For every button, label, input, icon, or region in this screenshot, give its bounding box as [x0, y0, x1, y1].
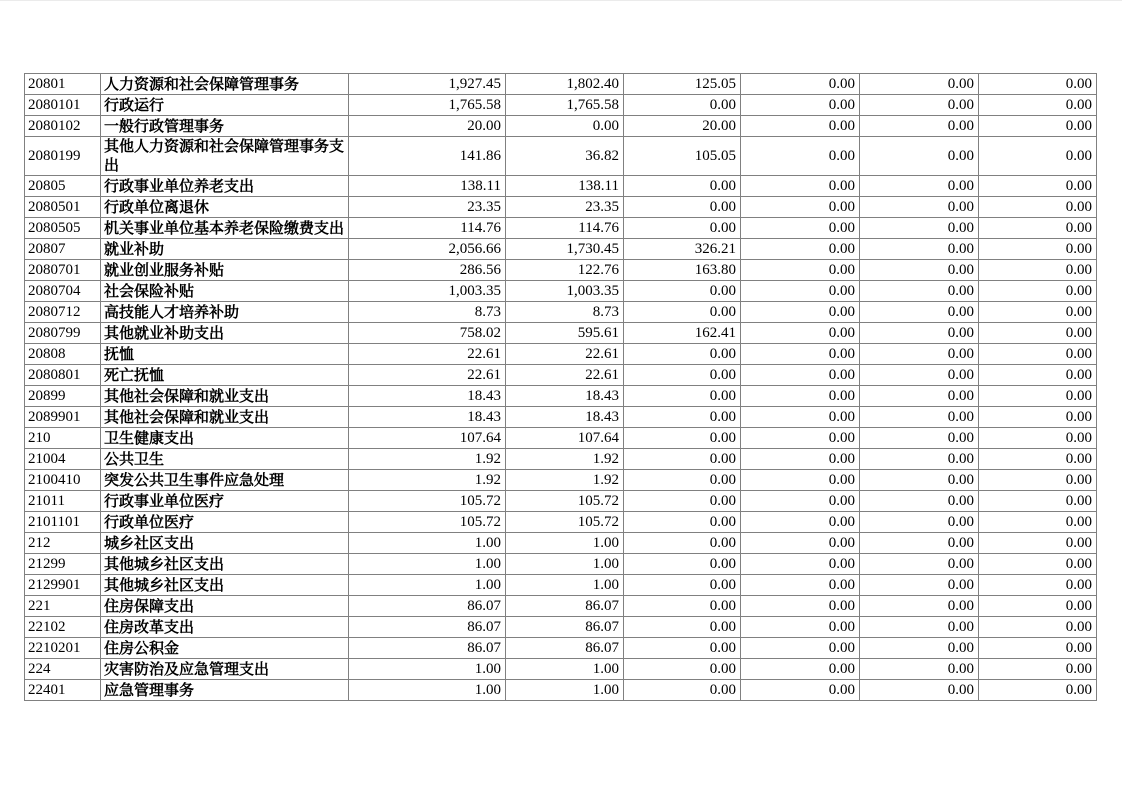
amount-cell: 0.00	[624, 533, 741, 554]
amount-cell: 86.07	[349, 638, 506, 659]
table-row	[25, 617, 1097, 638]
amount-cell: 0.00	[741, 533, 860, 554]
amount-cell: 0.00	[979, 281, 1097, 302]
amount-cell: 0.00	[860, 197, 979, 218]
amount-cell: 758.02	[349, 323, 506, 344]
amount-cell: 1.00	[349, 575, 506, 596]
table-row	[25, 659, 1097, 680]
expenditure-name-cell: 人力资源和社会保障管理事务	[101, 74, 349, 95]
expenditure-code-cell: 21011	[25, 491, 101, 512]
expenditure-code-cell: 2080199	[25, 137, 101, 176]
amount-cell: 1,003.35	[506, 281, 624, 302]
expenditure-code-cell: 20807	[25, 239, 101, 260]
expenditure-code-cell: 2080701	[25, 260, 101, 281]
expenditure-code-cell: 21004	[25, 449, 101, 470]
expenditure-name-cell: 公共卫生	[101, 449, 349, 470]
amount-cell: 0.00	[741, 554, 860, 575]
amount-cell: 86.07	[349, 617, 506, 638]
amount-cell: 0.00	[741, 449, 860, 470]
amount-cell: 0.00	[624, 470, 741, 491]
amount-cell: 0.00	[860, 74, 979, 95]
amount-cell: 18.43	[506, 407, 624, 428]
amount-cell: 86.07	[506, 638, 624, 659]
amount-cell: 0.00	[741, 344, 860, 365]
amount-cell: 1,765.58	[349, 95, 506, 116]
amount-cell: 0.00	[979, 302, 1097, 323]
amount-cell: 0.00	[979, 575, 1097, 596]
amount-cell: 0.00	[860, 470, 979, 491]
amount-cell: 0.00	[979, 533, 1097, 554]
amount-cell: 0.00	[860, 491, 979, 512]
expenditure-name-cell: 住房公积金	[101, 638, 349, 659]
amount-cell: 22.61	[506, 344, 624, 365]
amount-cell: 0.00	[979, 659, 1097, 680]
amount-cell: 0.00	[741, 428, 860, 449]
amount-cell: 0.00	[979, 470, 1097, 491]
amount-cell: 0.00	[979, 197, 1097, 218]
expenditure-name-cell: 行政运行	[101, 95, 349, 116]
expenditure-name-cell: 应急管理事务	[101, 680, 349, 701]
amount-cell: 0.00	[979, 491, 1097, 512]
amount-cell: 0.00	[979, 116, 1097, 137]
amount-cell: 0.00	[860, 323, 979, 344]
amount-cell: 0.00	[624, 491, 741, 512]
table-row	[25, 491, 1097, 512]
expenditure-code-cell: 2080102	[25, 116, 101, 137]
table-row	[25, 137, 1097, 176]
expenditure-code-cell: 2129901	[25, 575, 101, 596]
expenditure-name-cell: 城乡社区支出	[101, 533, 349, 554]
table-row	[25, 176, 1097, 197]
amount-cell: 0.00	[624, 596, 741, 617]
amount-cell: 0.00	[860, 512, 979, 533]
amount-cell: 1.00	[349, 659, 506, 680]
amount-cell: 0.00	[860, 659, 979, 680]
amount-cell: 86.07	[349, 596, 506, 617]
expenditure-code-cell: 2089901	[25, 407, 101, 428]
amount-cell: 0.00	[860, 554, 979, 575]
amount-cell: 0.00	[860, 596, 979, 617]
table-row	[25, 596, 1097, 617]
amount-cell: 0.00	[624, 176, 741, 197]
amount-cell: 105.72	[349, 512, 506, 533]
amount-cell: 0.00	[860, 95, 979, 116]
expenditure-code-cell: 20801	[25, 74, 101, 95]
expenditure-name-cell: 一般行政管理事务	[101, 116, 349, 137]
expenditure-name-cell: 其他人力资源和社会保障管理事务支出	[101, 137, 349, 176]
amount-cell: 0.00	[979, 386, 1097, 407]
expenditure-name-cell: 住房改革支出	[101, 617, 349, 638]
amount-cell: 0.00	[741, 74, 860, 95]
table-row	[25, 512, 1097, 533]
amount-cell: 0.00	[979, 680, 1097, 701]
amount-cell: 0.00	[741, 176, 860, 197]
amount-cell: 125.05	[624, 74, 741, 95]
amount-cell: 107.64	[349, 428, 506, 449]
amount-cell: 107.64	[506, 428, 624, 449]
amount-cell: 0.00	[624, 197, 741, 218]
amount-cell: 0.00	[979, 638, 1097, 659]
amount-cell: 0.00	[979, 449, 1097, 470]
table-row	[25, 239, 1097, 260]
amount-cell: 0.00	[979, 617, 1097, 638]
amount-cell: 0.00	[624, 512, 741, 533]
amount-cell: 0.00	[979, 218, 1097, 239]
amount-cell: 18.43	[506, 386, 624, 407]
expenditure-name-cell: 住房保障支出	[101, 596, 349, 617]
amount-cell: 1.00	[506, 680, 624, 701]
amount-cell: 23.35	[349, 197, 506, 218]
expenditure-code-cell: 212	[25, 533, 101, 554]
amount-cell: 8.73	[349, 302, 506, 323]
amount-cell: 141.86	[349, 137, 506, 176]
amount-cell: 105.72	[506, 491, 624, 512]
amount-cell: 0.00	[741, 659, 860, 680]
expenditure-name-cell: 社会保险补贴	[101, 281, 349, 302]
amount-cell: 326.21	[624, 239, 741, 260]
amount-cell: 0.00	[624, 617, 741, 638]
amount-cell: 0.00	[979, 239, 1097, 260]
expenditure-name-cell: 行政事业单位医疗	[101, 491, 349, 512]
table-row	[25, 365, 1097, 386]
amount-cell: 0.00	[860, 638, 979, 659]
table-row	[25, 428, 1097, 449]
amount-cell: 0.00	[624, 365, 741, 386]
amount-cell: 0.00	[979, 95, 1097, 116]
amount-cell: 0.00	[741, 638, 860, 659]
amount-cell: 0.00	[860, 449, 979, 470]
expenditure-name-cell: 其他社会保障和就业支出	[101, 407, 349, 428]
expenditure-code-cell: 20899	[25, 386, 101, 407]
expenditure-code-cell: 2080799	[25, 323, 101, 344]
amount-cell: 0.00	[860, 533, 979, 554]
amount-cell: 0.00	[624, 638, 741, 659]
amount-cell: 0.00	[741, 260, 860, 281]
expenditure-code-cell: 2100410	[25, 470, 101, 491]
expenditure-name-cell: 行政单位离退休	[101, 197, 349, 218]
amount-cell: 0.00	[624, 218, 741, 239]
amount-cell: 0.00	[979, 137, 1097, 176]
expenditure-name-cell: 其他就业补助支出	[101, 323, 349, 344]
amount-cell: 20.00	[624, 116, 741, 137]
amount-cell: 0.00	[860, 176, 979, 197]
amount-cell: 0.00	[860, 239, 979, 260]
amount-cell: 0.00	[741, 218, 860, 239]
amount-cell: 0.00	[979, 74, 1097, 95]
amount-cell: 138.11	[506, 176, 624, 197]
amount-cell: 0.00	[860, 302, 979, 323]
amount-cell: 0.00	[979, 365, 1097, 386]
expenditure-name-cell: 其他城乡社区支出	[101, 554, 349, 575]
amount-cell: 18.43	[349, 386, 506, 407]
amount-cell: 0.00	[624, 449, 741, 470]
amount-cell: 162.41	[624, 323, 741, 344]
amount-cell: 1,730.45	[506, 239, 624, 260]
amount-cell: 0.00	[741, 302, 860, 323]
amount-cell: 0.00	[624, 386, 741, 407]
amount-cell: 1.00	[506, 659, 624, 680]
amount-cell: 0.00	[979, 344, 1097, 365]
amount-cell: 1,802.40	[506, 74, 624, 95]
amount-cell: 1.00	[506, 575, 624, 596]
expenditure-code-cell: 2080505	[25, 218, 101, 239]
amount-cell: 1.00	[349, 680, 506, 701]
table-row	[25, 116, 1097, 137]
amount-cell: 595.61	[506, 323, 624, 344]
amount-cell: 0.00	[624, 281, 741, 302]
amount-cell: 0.00	[741, 407, 860, 428]
table-row	[25, 197, 1097, 218]
expenditure-name-cell: 机关事业单位基本养老保险缴费支出	[101, 218, 349, 239]
table-row	[25, 386, 1097, 407]
amount-cell: 0.00	[624, 554, 741, 575]
expenditure-name-cell: 高技能人才培养补助	[101, 302, 349, 323]
amount-cell: 0.00	[741, 365, 860, 386]
table-row	[25, 554, 1097, 575]
table-row	[25, 95, 1097, 116]
expenditure-code-cell: 2080801	[25, 365, 101, 386]
amount-cell: 0.00	[741, 323, 860, 344]
expenditure-code-cell: 210	[25, 428, 101, 449]
amount-cell: 0.00	[741, 95, 860, 116]
expenditure-name-cell: 就业补助	[101, 239, 349, 260]
table-row	[25, 218, 1097, 239]
amount-cell: 0.00	[624, 680, 741, 701]
table-row	[25, 533, 1097, 554]
amount-cell: 0.00	[860, 680, 979, 701]
table-row	[25, 575, 1097, 596]
table-row	[25, 344, 1097, 365]
amount-cell: 18.43	[349, 407, 506, 428]
amount-cell: 105.72	[349, 491, 506, 512]
expenditure-code-cell: 221	[25, 596, 101, 617]
amount-cell: 1,765.58	[506, 95, 624, 116]
amount-cell: 0.00	[741, 680, 860, 701]
amount-cell: 1.92	[349, 449, 506, 470]
amount-cell: 0.00	[741, 512, 860, 533]
expenditure-name-cell: 灾害防治及应急管理支出	[101, 659, 349, 680]
table-row	[25, 74, 1097, 95]
amount-cell: 2,056.66	[349, 239, 506, 260]
table-row	[25, 449, 1097, 470]
table-row	[25, 260, 1097, 281]
amount-cell: 1.00	[349, 554, 506, 575]
expenditure-code-cell: 22102	[25, 617, 101, 638]
amount-cell: 0.00	[741, 470, 860, 491]
table-row	[25, 470, 1097, 491]
amount-cell: 114.76	[506, 218, 624, 239]
amount-cell: 1.92	[506, 470, 624, 491]
expenditure-name-cell: 就业创业服务补贴	[101, 260, 349, 281]
expenditure-code-cell: 21299	[25, 554, 101, 575]
amount-cell: 1.00	[349, 533, 506, 554]
amount-cell: 0.00	[860, 137, 979, 176]
table-row	[25, 323, 1097, 344]
expenditure-code-cell: 2080501	[25, 197, 101, 218]
amount-cell: 105.05	[624, 137, 741, 176]
amount-cell: 0.00	[624, 428, 741, 449]
amount-cell: 0.00	[860, 428, 979, 449]
expenditure-name-cell: 抚恤	[101, 344, 349, 365]
expenditure-name-cell: 突发公共卫生事件应急处理	[101, 470, 349, 491]
amount-cell: 0.00	[860, 116, 979, 137]
amount-cell: 0.00	[860, 281, 979, 302]
table-row	[25, 407, 1097, 428]
amount-cell: 86.07	[506, 596, 624, 617]
amount-cell: 0.00	[624, 302, 741, 323]
table-row	[25, 680, 1097, 701]
expenditure-code-cell: 20808	[25, 344, 101, 365]
table-body	[25, 74, 1097, 701]
amount-cell: 0.00	[741, 197, 860, 218]
expenditure-name-cell: 其他社会保障和就业支出	[101, 386, 349, 407]
amount-cell: 0.00	[860, 344, 979, 365]
amount-cell: 114.76	[349, 218, 506, 239]
amount-cell: 1.00	[506, 554, 624, 575]
expenditure-name-cell: 行政事业单位养老支出	[101, 176, 349, 197]
amount-cell: 1,003.35	[349, 281, 506, 302]
amount-cell: 0.00	[506, 116, 624, 137]
amount-cell: 0.00	[741, 491, 860, 512]
amount-cell: 1,927.45	[349, 74, 506, 95]
amount-cell: 0.00	[741, 116, 860, 137]
amount-cell: 0.00	[741, 617, 860, 638]
amount-cell: 105.72	[506, 512, 624, 533]
expenditure-code-cell: 2080704	[25, 281, 101, 302]
amount-cell: 0.00	[741, 596, 860, 617]
amount-cell: 0.00	[741, 575, 860, 596]
amount-cell: 86.07	[506, 617, 624, 638]
table-row	[25, 281, 1097, 302]
amount-cell: 0.00	[624, 95, 741, 116]
amount-cell: 0.00	[979, 596, 1097, 617]
expenditure-name-cell: 死亡抚恤	[101, 365, 349, 386]
amount-cell: 20.00	[349, 116, 506, 137]
page-top-divider	[0, 0, 1122, 1]
amount-cell: 0.00	[979, 323, 1097, 344]
amount-cell: 0.00	[979, 554, 1097, 575]
expenditure-code-cell: 2101101	[25, 512, 101, 533]
amount-cell: 0.00	[860, 386, 979, 407]
table-row	[25, 302, 1097, 323]
amount-cell: 122.76	[506, 260, 624, 281]
amount-cell: 1.92	[506, 449, 624, 470]
expenditure-code-cell: 2080712	[25, 302, 101, 323]
expenditure-name-cell: 其他城乡社区支出	[101, 575, 349, 596]
amount-cell: 1.00	[506, 533, 624, 554]
amount-cell: 0.00	[979, 407, 1097, 428]
amount-cell: 0.00	[860, 218, 979, 239]
amount-cell: 22.61	[349, 344, 506, 365]
expenditure-code-cell: 20805	[25, 176, 101, 197]
amount-cell: 0.00	[860, 617, 979, 638]
amount-cell: 0.00	[741, 137, 860, 176]
expenditure-code-cell: 2080101	[25, 95, 101, 116]
amount-cell: 0.00	[741, 386, 860, 407]
budget-table	[24, 73, 1097, 701]
amount-cell: 0.00	[741, 239, 860, 260]
expenditure-name-cell: 行政单位医疗	[101, 512, 349, 533]
amount-cell: 0.00	[624, 344, 741, 365]
amount-cell: 0.00	[624, 407, 741, 428]
amount-cell: 0.00	[979, 260, 1097, 281]
amount-cell: 163.80	[624, 260, 741, 281]
amount-cell: 23.35	[506, 197, 624, 218]
amount-cell: 0.00	[860, 260, 979, 281]
expenditure-code-cell: 22401	[25, 680, 101, 701]
amount-cell: 8.73	[506, 302, 624, 323]
amount-cell: 0.00	[979, 428, 1097, 449]
amount-cell: 0.00	[860, 575, 979, 596]
amount-cell: 22.61	[506, 365, 624, 386]
amount-cell: 286.56	[349, 260, 506, 281]
expenditure-name-cell: 卫生健康支出	[101, 428, 349, 449]
amount-cell: 0.00	[741, 281, 860, 302]
amount-cell: 36.82	[506, 137, 624, 176]
amount-cell: 138.11	[349, 176, 506, 197]
amount-cell: 1.92	[349, 470, 506, 491]
table-row	[25, 638, 1097, 659]
amount-cell: 0.00	[624, 575, 741, 596]
expenditure-code-cell: 2210201	[25, 638, 101, 659]
amount-cell: 0.00	[624, 659, 741, 680]
amount-cell: 0.00	[979, 512, 1097, 533]
amount-cell: 22.61	[349, 365, 506, 386]
expenditure-code-cell: 224	[25, 659, 101, 680]
amount-cell: 0.00	[979, 176, 1097, 197]
amount-cell: 0.00	[860, 365, 979, 386]
amount-cell: 0.00	[860, 407, 979, 428]
